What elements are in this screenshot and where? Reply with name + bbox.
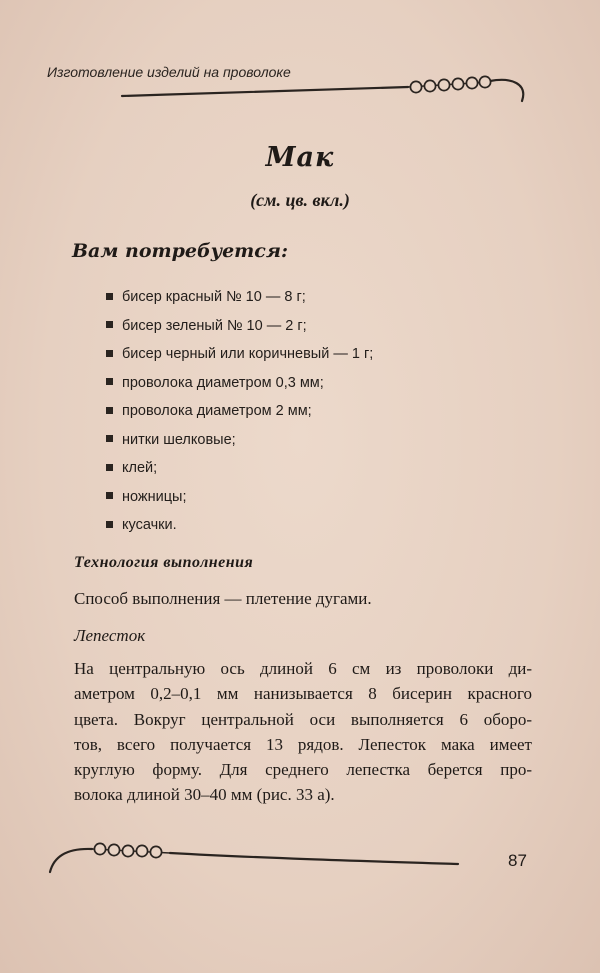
list-item: бисер зеленый № 10 — 2 г;: [106, 312, 373, 341]
article-subtitle: (см. цв. вкл.): [250, 190, 350, 210]
paragraph-line: На центральную ось длиной 6 см из проволоки ди-: [74, 659, 532, 678]
paragraph-line: тов, всего получается 13 рядов. Лепесток мака имеет: [74, 734, 532, 754]
materials-list: [106, 283, 373, 540]
bullet-icon: [106, 464, 113, 471]
bullet-icon: [106, 321, 113, 328]
article-title: Мак: [265, 142, 335, 173]
petal-paragraph: [74, 656, 532, 808]
list-item: нитки шелковые;: [106, 426, 373, 455]
method-text: Способ выполнения — плетение дугами.: [74, 589, 372, 608]
list-item: ножницы;: [106, 483, 373, 512]
bullet-icon: [106, 407, 113, 414]
list-item: кусачки.: [106, 511, 373, 540]
paragraph-line: цвета. Вокруг центральной оси выполняется 6 оборо-: [74, 709, 532, 729]
header-ornament: [0, 0, 600, 120]
bullet-icon: [106, 521, 113, 528]
bullet-icon: [106, 350, 113, 357]
list-item: бисер красный № 10 — 8 г;: [106, 283, 373, 312]
bullet-icon: [106, 435, 113, 442]
paragraph-line: круглую форму. Для среднего лепестка берется про-: [74, 760, 532, 780]
bullet-icon: [106, 492, 113, 499]
bullet-icon: [106, 293, 113, 300]
paragraph-line: аметром 0,2–0,1 мм нанизывается 8 бисерин красного: [74, 684, 532, 704]
list-item: проволока диаметром 0,3 мм;: [106, 369, 373, 398]
running-head: Изготовление изделий на проволоке: [47, 64, 291, 80]
page-number: 87: [508, 851, 527, 870]
paragraph-line: волока длиной 30–40 мм (рис. 33 а).: [74, 785, 335, 805]
list-item: клей;: [106, 454, 373, 483]
bullet-icon: [106, 378, 113, 385]
materials-heading: Вам потребуется:: [72, 240, 288, 262]
technology-heading: Технология выполнения: [74, 554, 254, 571]
list-item: проволока диаметром 2 мм;: [106, 397, 373, 426]
list-item: бисер черный или коричневый — 1 г;: [106, 340, 373, 369]
petal-heading: Лепесток: [74, 626, 146, 645]
